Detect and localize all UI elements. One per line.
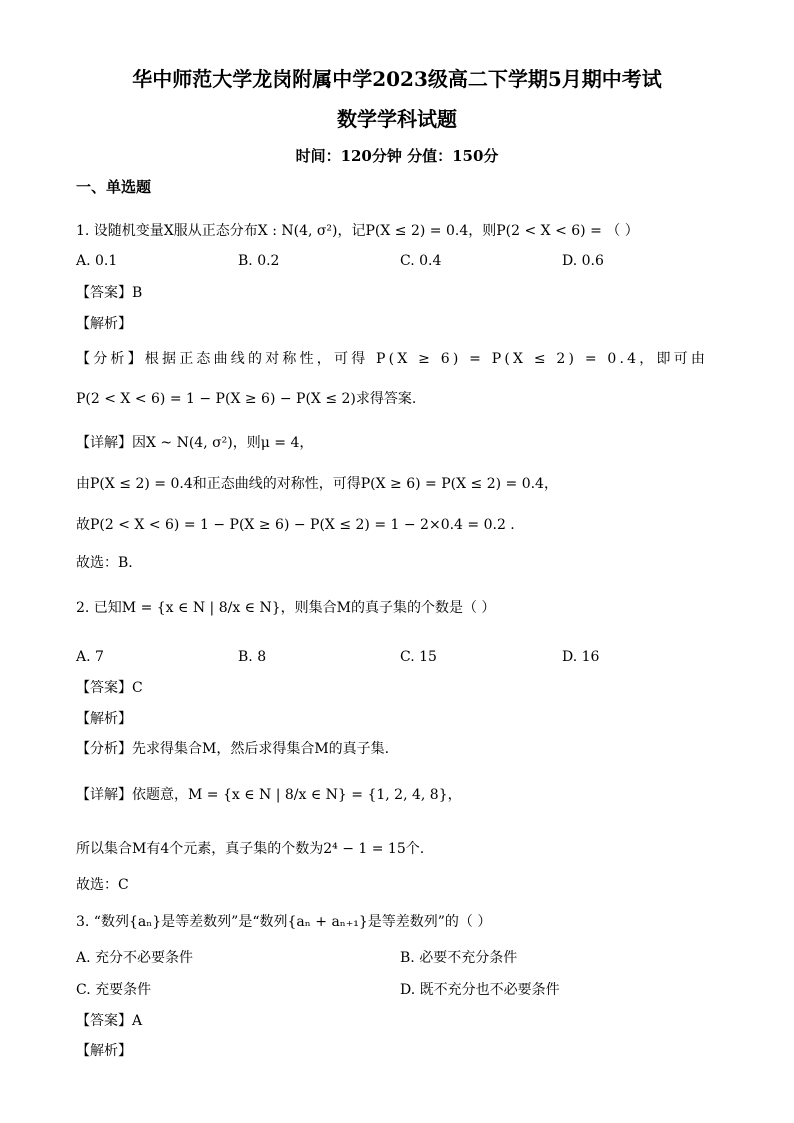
q3-stem: 3. “数列{aₙ}是等差数列”是“数列{aₙ + aₙ₊₁}是等差数列”的（ ） — [76, 914, 492, 930]
exam-title: 华中师范大学龙岗附属中学2023级高二下学期5月期中考试 — [132, 67, 662, 91]
q1-option-a: A. 0.1 — [76, 253, 118, 269]
q2-option-a: A. 7 — [76, 649, 104, 665]
q2-choose: 故选：C — [76, 877, 129, 893]
q2-stem: 2. 已知M = {x ∈ N | 8/x ∈ N}，则集合M的真子集的个数是（ ） — [76, 600, 496, 616]
q3-option-d: D. 既不充分也不必要条件 — [400, 982, 560, 998]
q3-analysis-head: 【解析】 — [76, 1043, 132, 1059]
q1-fenxi-line1: 【分析】根据正态曲线的对称性，可得 P(X ≥ 6) = P(X ≤ 2) = 0.4，即可由 — [76, 351, 709, 367]
section-heading: 一、单选题 — [76, 178, 152, 196]
q2-analysis-head: 【解析】 — [76, 711, 132, 727]
exam-time-score: 时间：120分钟 分值：150分 — [295, 147, 499, 165]
q2-option-b: B. 8 — [238, 649, 267, 665]
q1-option-d: D. 0.6 — [562, 253, 604, 269]
q1-detail-line1: 【详解】因X ~ N(4, σ²)，则μ = 4， — [76, 435, 314, 451]
q1-option-b: B. 0.2 — [238, 253, 280, 269]
q2-detail-line1: 【详解】依题意，M = {x ∈ N | 8/x ∈ N} = {1, 2, 4, 8}， — [76, 787, 462, 803]
q2-option-c: C. 15 — [400, 649, 437, 665]
q1-option-c: C. 0.4 — [400, 253, 442, 269]
q1-choose: 故选：B. — [76, 555, 133, 571]
q3-answer: 【答案】A — [76, 1013, 143, 1029]
q2-detail-line2: 所以集合M有4个元素，真子集的个数为2⁴ − 1 = 15个. — [76, 841, 425, 857]
q3-option-c: C. 充要条件 — [76, 982, 152, 998]
q1-fenxi-line2: P(2 < X < 6) = 1 − P(X ≥ 6) − P(X ≤ 2)求得答案. — [76, 391, 417, 407]
q1-analysis-head: 【解析】 — [76, 316, 132, 332]
q3-option-b: B. 必要不充分条件 — [400, 950, 518, 966]
exam-subtitle: 数学学科试题 — [337, 107, 457, 131]
q1-stem: 1. 设随机变量X服从正态分布X : N(4, σ²)，记P(X ≤ 2) = 0.4，则P(2 < X < 6) = （ ） — [76, 223, 639, 239]
q3-option-a: A. 充分不必要条件 — [76, 950, 194, 966]
q2-option-d: D. 16 — [562, 649, 600, 665]
q2-fenxi: 【分析】先求得集合M，然后求得集合M的真子集. — [76, 741, 390, 757]
q1-detail-line2: 由P(X ≤ 2) = 0.4和正态曲线的对称性，可得P(X ≥ 6) = P(X ≤ 2) = 0.4， — [76, 476, 558, 492]
q1-answer: 【答案】B — [76, 285, 143, 301]
q2-answer: 【答案】C — [76, 680, 143, 696]
q1-detail-line3: 故P(2 < X < 6) = 1 − P(X ≥ 6) − P(X ≤ 2) = 1 − 2×0.4 = 0.2 . — [76, 517, 515, 533]
